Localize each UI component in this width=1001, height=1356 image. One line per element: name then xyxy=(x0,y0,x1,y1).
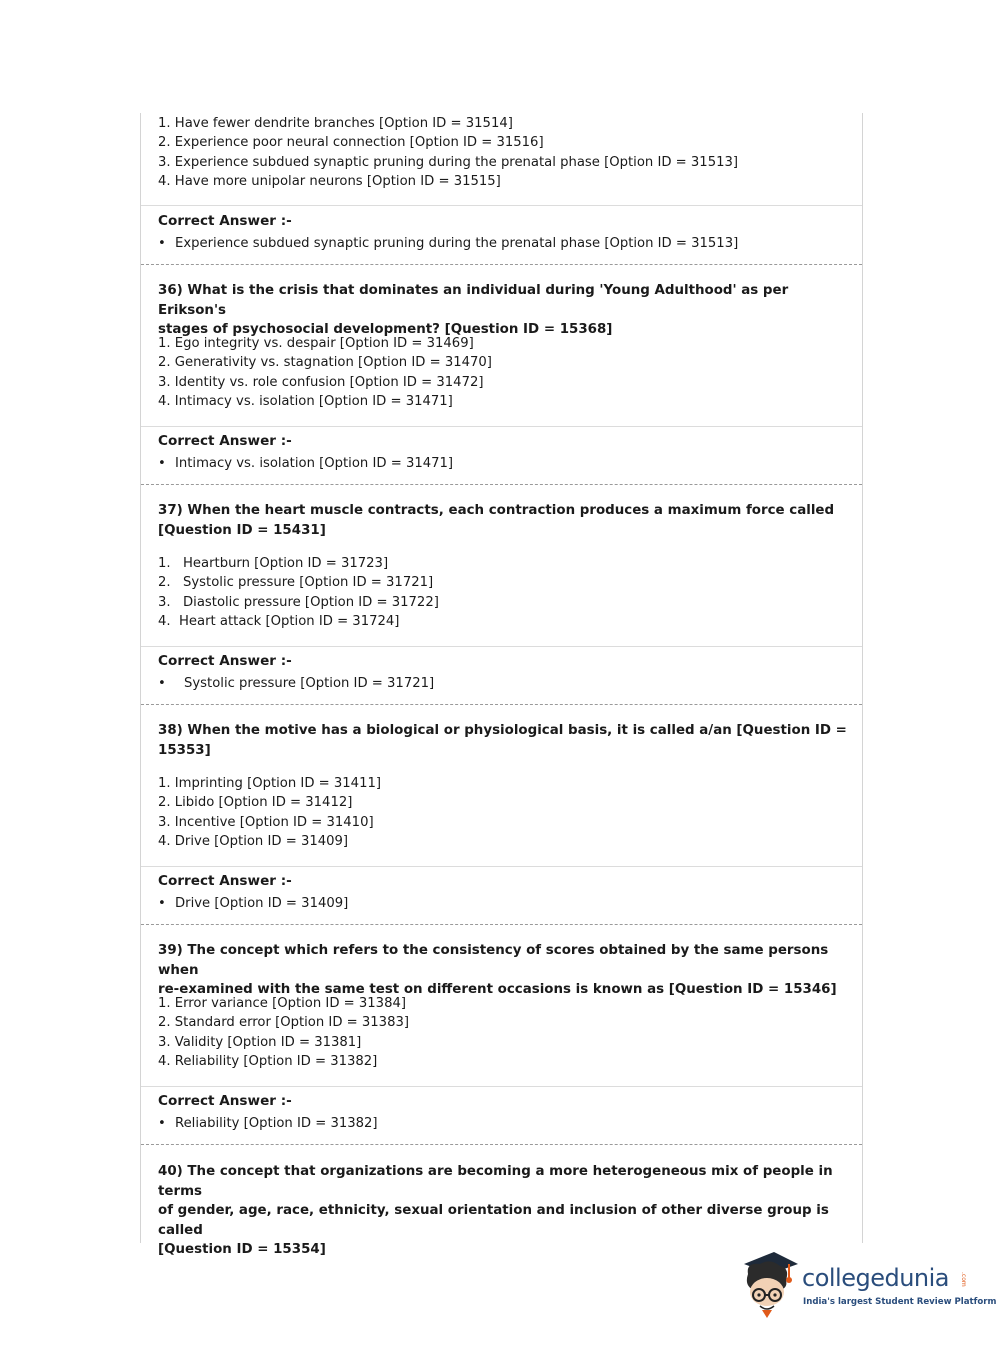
option-line: 1. Heartburn [Option ID = 31723] xyxy=(158,556,389,571)
question-text: 36) What is the crisis that dominates an individual during 'Young Adulthood' as per Erikson's stages of psychosocial development? [Question ID = 15368] xyxy=(158,283,789,337)
option-line: 4. Drive [Option ID = 31409] xyxy=(158,834,349,849)
divider xyxy=(141,866,862,867)
option-line: 4. Intimacy vs. isolation [Option ID = 31471] xyxy=(158,394,453,409)
option-line: 2. Experience poor neural connection [Option ID = 31516] xyxy=(158,135,544,150)
option-line: 2. Standard error [Option ID = 31383] xyxy=(158,1015,409,1030)
question-text: 37) When the heart muscle contracts, each contraction produces a maximum force called [Question ID = 15431] xyxy=(158,503,835,538)
correct-answer: • Drive [Option ID = 31409] xyxy=(158,896,349,911)
option-line: 2. Systolic pressure [Option ID = 31721] xyxy=(158,575,434,590)
correct-answer: • Experience subdued synaptic pruning during the prenatal phase [Option ID = 31513] xyxy=(158,236,739,251)
correct-answer-label: Correct Answer :- xyxy=(158,213,292,229)
divider xyxy=(141,426,862,427)
option-line: 4. Reliability [Option ID = 31382] xyxy=(158,1054,378,1069)
question-separator xyxy=(141,704,862,705)
question-separator xyxy=(141,264,862,265)
correct-answer: • Intimacy vs. isolation [Option ID = 31471] xyxy=(158,456,454,471)
divider xyxy=(141,1086,862,1087)
divider xyxy=(141,205,862,206)
option-line: 1. Error variance [Option ID = 31384] xyxy=(158,996,406,1011)
question-text: 39) The concept which refers to the consistency of scores obtained by the same persons when re-examined with the same test on different occasions is known as [Question ID = 15346] xyxy=(158,943,837,997)
option-line: 1. Ego integrity vs. despair [Option ID = 31469] xyxy=(158,336,474,351)
correct-answer-label: Correct Answer :- xyxy=(158,433,292,449)
question-text: 40) The concept that organizations are becoming a more heterogeneous mix of people in terms of gender, age, race, ethnicity, sexual orientation and inclusion of other diverse group is called [Question ID = 15354] xyxy=(158,1164,833,1257)
collegedunia-logo xyxy=(740,1250,997,1320)
correct-answer: • Systolic pressure [Option ID = 31721] xyxy=(158,676,435,691)
correct-answer-label: Correct Answer :- xyxy=(158,873,292,889)
question-separator xyxy=(141,484,862,485)
option-line: 4. Have more unipolar neurons [Option ID = 31515] xyxy=(158,174,501,189)
brand-tagline: India's largest Student Review Platform xyxy=(803,1297,997,1307)
question-separator xyxy=(141,924,862,925)
correct-answer-label: Correct Answer :- xyxy=(158,653,292,669)
option-line: 3. Validity [Option ID = 31381] xyxy=(158,1035,362,1050)
option-line: 3. Incentive [Option ID = 31410] xyxy=(158,815,374,830)
question-text: 38) When the motive has a biological or physiological basis, it is called a/an [Question ID = 15353] xyxy=(158,723,847,758)
option-line: 3. Experience subdued synaptic pruning during the prenatal phase [Option ID = 31513] xyxy=(158,155,739,170)
option-line: 1. Imprinting [Option ID = 31411] xyxy=(158,776,382,791)
question-sheet xyxy=(140,113,863,1257)
divider xyxy=(141,646,862,647)
correct-answer: • Reliability [Option ID = 31382] xyxy=(158,1116,378,1131)
brand-name: collegedunia xyxy=(802,1264,950,1292)
question-separator xyxy=(141,1144,862,1145)
correct-answer-label: Correct Answer :- xyxy=(158,1093,292,1109)
mascot-icon xyxy=(740,1250,800,1320)
option-line: 2. Libido [Option ID = 31412] xyxy=(158,795,353,810)
brand-suffix: .com xyxy=(960,1272,967,1287)
option-line: 2. Generativity vs. stagnation [Option ID = 31470] xyxy=(158,355,492,370)
option-line: 4. Heart attack [Option ID = 31724] xyxy=(158,614,400,629)
option-line: 1. Have fewer dendrite branches [Option ID = 31514] xyxy=(158,116,513,131)
option-line: 3. Identity vs. role confusion [Option ID = 31472] xyxy=(158,375,484,390)
option-line: 3. Diastolic pressure [Option ID = 31722] xyxy=(158,595,439,610)
